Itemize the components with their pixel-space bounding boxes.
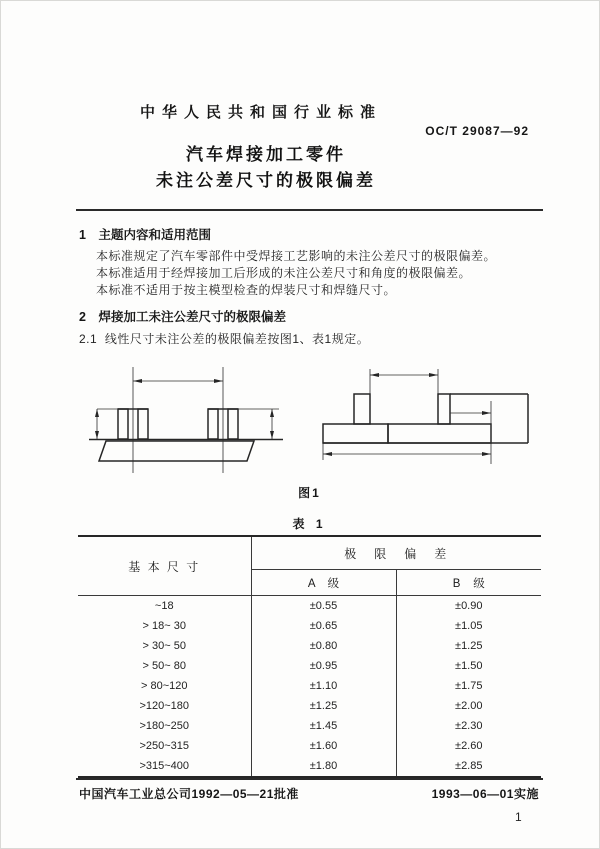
column-header-grade-a: A 级 [251, 570, 396, 596]
grade-a-cell: ±0.80 [251, 636, 396, 656]
grade-a-cell: ±1.80 [251, 756, 396, 777]
grade-b-cell: ±2.60 [455, 740, 483, 752]
table-row [78, 596, 541, 617]
table-row [78, 696, 541, 716]
table-row [78, 676, 541, 696]
basic-size-cell: >180~250 [78, 716, 251, 736]
table-row [78, 636, 541, 656]
grade-a-cell: ±0.55 [251, 596, 396, 617]
section-2-number: 2 [79, 310, 86, 324]
implementation-note: 1993—06—01实施 [431, 787, 539, 801]
table-row [78, 616, 541, 636]
approval-note: 中国汽车工业总公司1992—05—21批准 [79, 787, 299, 801]
figure-1 [86, 361, 536, 483]
page-number: 1 [515, 810, 522, 824]
grade-b-cell: ±1.25 [455, 640, 483, 652]
grade-b-cell: ±1.50 [455, 660, 483, 672]
standard-org-title: 中华人民共和国行业标准 [139, 104, 382, 121]
table-row [78, 716, 541, 736]
figure-1-caption: 图1 [298, 486, 321, 500]
basic-size-cell: > 18~ 30 [78, 616, 251, 636]
basic-size-cell: ~18 [78, 596, 251, 617]
clause-2-1-text: 线性尺寸未注公差的极限偏差按图1、表1规定。 [104, 332, 370, 346]
header-divider [76, 209, 543, 211]
grade-a-cell: ±1.45 [251, 716, 396, 736]
grade-b-cell: ±1.75 [455, 680, 483, 692]
clause-2-1-number: 2.1 [79, 332, 98, 346]
standard-code: OC/T 29087—92 [425, 124, 529, 138]
table-row [78, 736, 541, 756]
grade-b-cell: ±2.00 [455, 700, 483, 712]
grade-a-cell: ±1.60 [251, 736, 396, 756]
basic-size-cell: > 80~120 [78, 676, 251, 696]
column-header-basic-size: 基 本 尺 寸 [78, 536, 251, 596]
basic-size-cell: > 50~ 80 [78, 656, 251, 676]
section-2-title: 焊接加工未注公差尺寸的极限偏差 [98, 310, 286, 324]
table-body [78, 596, 541, 778]
doc-title-line2: 未注公差尺寸的极限偏差 [156, 171, 376, 190]
limit-deviation-table [78, 535, 541, 778]
basic-size-cell: >120~180 [78, 696, 251, 716]
grade-a-cell: ±0.95 [251, 656, 396, 676]
grade-b-cell: ±1.05 [455, 620, 483, 632]
section-2-heading [79, 307, 286, 325]
section-1-paragraph: 本标准规定了汽车零部件中受焊接工艺影响的未注公差尺寸的极限偏差。 [96, 249, 497, 263]
basic-size-cell: >250~315 [78, 736, 251, 756]
column-header-grade-b: B 级 [396, 570, 541, 596]
section-1-paragraph: 本标准不适用于按主模型检查的焊装尺寸和焊缝尺寸。 [96, 283, 397, 297]
grade-a-cell: ±0.65 [251, 616, 396, 636]
grade-a-cell: ±1.25 [251, 696, 396, 716]
table-row [78, 756, 541, 777]
section-1-title: 主题内容和适用范围 [98, 228, 211, 242]
section-1-number: 1 [79, 228, 86, 242]
table-row [78, 656, 541, 676]
column-header-limit-deviation: 极 限 偏 差 [251, 536, 541, 570]
basic-size-cell: >315~400 [78, 756, 251, 777]
grade-b-cell: ±2.85 [455, 760, 483, 772]
footer-divider [76, 778, 543, 780]
doc-title-line1: 汽车焊接加工零件 [186, 145, 346, 164]
table-1-caption: 表 1 [292, 517, 327, 531]
clause-2-1 [79, 330, 369, 347]
section-1-heading [79, 225, 211, 243]
figure-1-drawing [86, 361, 536, 483]
grade-a-cell: ±1.10 [251, 676, 396, 696]
grade-b-cell: ±2.30 [455, 720, 483, 732]
basic-size-cell: > 30~ 50 [78, 636, 251, 656]
grade-b-cell: ±0.90 [455, 600, 483, 612]
section-1-paragraph: 本标准适用于经焊接加工后形成的未注公差尺寸和角度的极限偏差。 [96, 266, 472, 280]
